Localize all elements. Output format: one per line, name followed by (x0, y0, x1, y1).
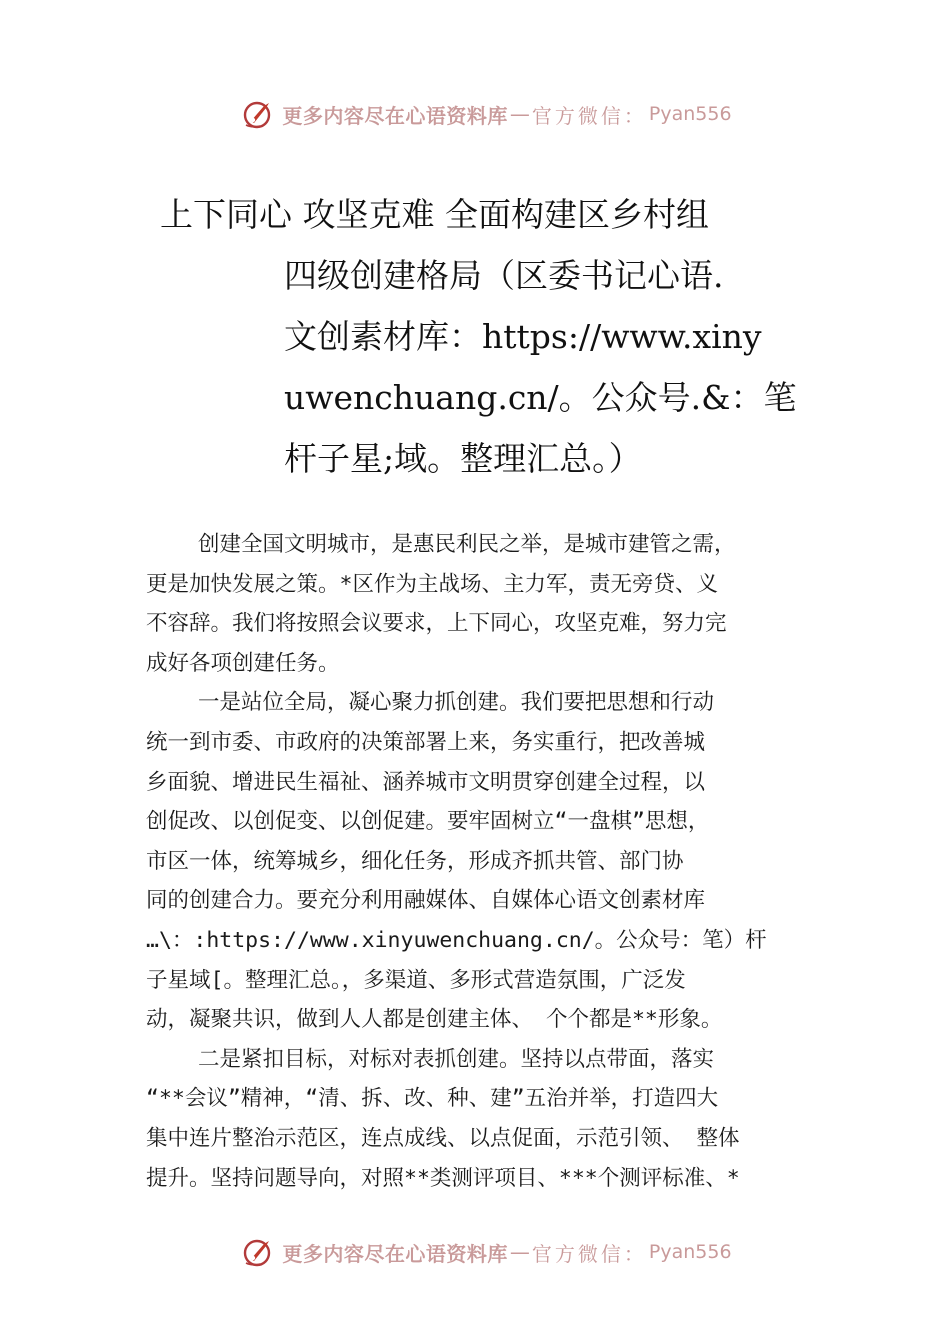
banner-label: 官方微信： (531, 1241, 647, 1266)
banner-wechat-id: Pyan556 (648, 1241, 732, 1263)
paragraph-line: 更是加快发展之策。*区作为主战场、主力军，责无旁贷、义 (146, 571, 718, 597)
document-title (160, 184, 800, 489)
footer-banner (0, 1232, 950, 1272)
paragraph-line: 创建全国文明城市，是惠民利民之举，是城市建管之需， (198, 532, 736, 557)
header-banner (0, 94, 950, 134)
banner-wechat-id: Pyan556 (648, 103, 732, 125)
banner-slogan: 更多内容尽在心语资料库 (282, 103, 508, 128)
paragraph-line: 提升。坚持问题导向，对照**类测评项目、***个测评标准、* (146, 1165, 740, 1191)
paragraph-line: 市区一体，统筹城乡，细化任务，形成齐抓共管、部门协 (146, 848, 684, 874)
banner-separator: — (509, 102, 530, 126)
paragraph-line: “**会议”精神，“清、拆、改、种、建”五治并举，打造四大 (146, 1086, 719, 1112)
paragraph-line: 动，凝聚共识，做到人人都是创建主体、 个个都是**形象。 (146, 1007, 723, 1033)
title-line: 文创素材库：https://www.xiny (284, 317, 762, 356)
banner-label: 官方微信： (531, 103, 647, 128)
banner-slogan: 更多内容尽在心语资料库 (282, 1241, 508, 1266)
footer-banner-content (242, 1235, 731, 1269)
title-line: 杆子星;域。整理汇总。） (284, 439, 642, 478)
paragraph-line: 二是紧扣目标，对标对表抓创建。坚持以点带面，落实 (198, 1046, 715, 1072)
title-line: 四级创建格局（区委书记心语. (284, 256, 724, 295)
document-body (146, 525, 826, 1198)
banner-separator: — (509, 1240, 530, 1264)
paragraph-line: 不容辞。我们将按照会议要求，上下同心，攻坚克难，努力完 (146, 611, 727, 637)
header-banner-content (242, 97, 731, 131)
title-line: 上下同心 攻坚克难 全面构建区乡村组 (160, 195, 709, 234)
paragraph-line: 一是站位全局，凝心聚力抓创建。我们要把思想和行动 (198, 690, 715, 716)
pen-nib-logo-icon (242, 1235, 276, 1269)
paragraph-line: 成好各项创建任务。 (146, 650, 340, 676)
paragraph-line: 集中连片整治示范区，连点成线、以点促面，示范引领、 整体 (146, 1125, 740, 1151)
paragraph-line: 乡面貌、增进民生福祉、涵养城市文明贯穿创建全过程，以 (146, 769, 706, 795)
paragraph-line: 同的创建合力。要充分利用融媒体、自媒体心语文创素材库 (146, 888, 706, 914)
pen-nib-logo-icon (242, 97, 276, 131)
paragraph-line: 子星域[。整理汇总。，多渠道、多形式营造氛围，广泛发 (146, 967, 686, 993)
paragraph-line: 创促改、以创促变、以创促建。要牢固树立“一盘棋”思想， (146, 809, 710, 835)
paragraph-line: 统一到市委、市政府的决策部署上来，务实重行，把改善城 (146, 729, 706, 755)
paragraph-line: …\：:https://www.xinyuwenchuang.cn/。公众号：笔）杆 (146, 927, 767, 953)
title-line: uwenchuang.cn/。公众号.&：笔 (284, 378, 797, 417)
